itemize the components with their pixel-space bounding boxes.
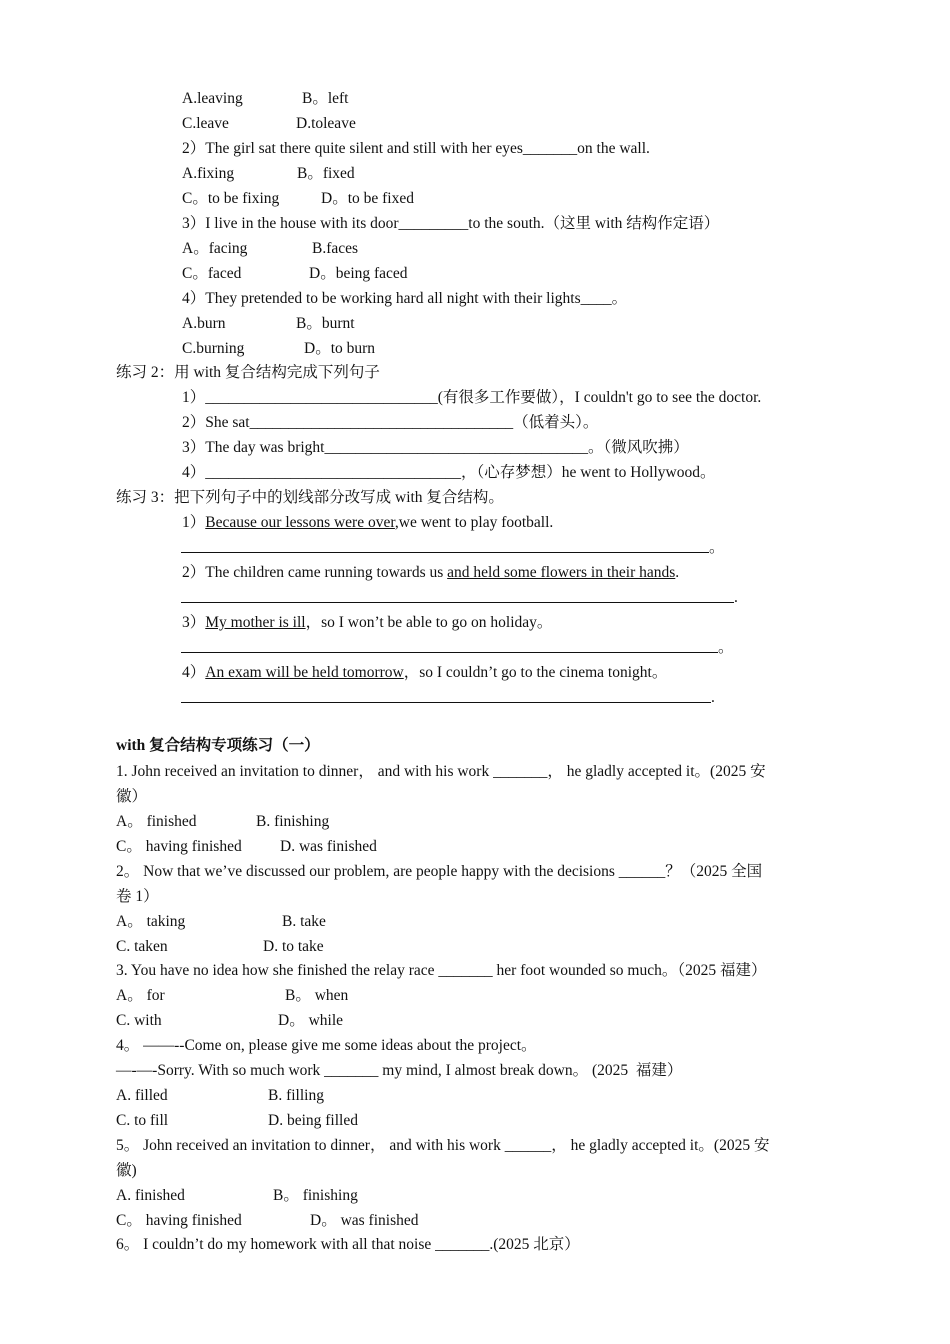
sp-q3-option-c: C. with xyxy=(116,1012,162,1029)
sp-q5-line1: 5。 John received an invitation to dinner， and with his work ______， he gladly accepted it。(2025 安 xyxy=(116,1137,770,1154)
ex1-q3-option-a: A。facing xyxy=(182,240,248,257)
ex3-answer-line-2[interactable] xyxy=(181,602,734,603)
ex3-title: 练习 3：把下列句子中的划线部分改写成 with 复合结构。 xyxy=(116,489,504,506)
ex3-sentence-1: 1）Because our lessons were over,we went to play football. xyxy=(182,514,554,531)
sp-q1-option-c: C。 having finished xyxy=(116,838,242,855)
sp-q3-option-b: B。 when xyxy=(285,987,349,1004)
sp-q2-option-b: B. take xyxy=(282,913,326,930)
sp-q1-option-d: D. was finished xyxy=(280,838,377,855)
ex1-q3-option-d: D。being faced xyxy=(309,265,408,282)
ex3-answer-2-end: . xyxy=(734,589,738,606)
ex3-answer-1-end: 。 xyxy=(709,539,725,556)
sp-q2-option-c: C. taken xyxy=(116,938,168,955)
ex2-sentence-1: 1）______________________________(有很多工作要做），I couldn't go to see the doctor. xyxy=(182,389,762,406)
ex2-sentence-3: 3）The day was bright__________________________________。（微风吹拂） xyxy=(182,439,689,456)
ex1-q4-option-a: A.burn xyxy=(182,315,226,332)
ex1-q4-option-d: D。to burn xyxy=(304,340,376,357)
sp-q5-option-b: B。 finishing xyxy=(273,1187,358,1204)
ex1-q1-option-c: C.leave xyxy=(182,115,229,132)
ex2-title: 练习 2：用 with 复合结构完成下列句子 xyxy=(116,364,380,381)
ex1-q1-option-a: A.leaving xyxy=(182,90,243,107)
sp-q1-option-b: B. finishing xyxy=(256,813,330,830)
ex3-s1-underlined: Because our lessons were over xyxy=(205,514,395,531)
ex1-q1-option-b: B。left xyxy=(302,90,349,107)
ex1-q2-option-b: B。fixed xyxy=(297,165,355,182)
ex3-sentence-4: 4）An exam will be held tomorrow，so I couldn’t go to the cinema tonight。 xyxy=(182,664,668,681)
sp-q2-option-d: D. to take xyxy=(263,938,324,955)
ex1-q3-text: 3）I live in the house with its door_________to the south.（这里 with 结构作定语） xyxy=(182,215,720,232)
sp-q2-option-a: A。 taking xyxy=(116,913,186,930)
sp-q4-line1: 4。 ——--Come on, please give me some ideas about the project。 xyxy=(116,1037,537,1054)
sp-q2-line1: 2。 Now that we’ve discussed our problem, are people happy with the decisions ______？（2025 全国 xyxy=(116,863,763,880)
sp-q1-line1: 1. John received an invitation to dinner， and with his work _______， he gladly accepted it。(2025 安 xyxy=(116,763,766,780)
ex3-answer-3-end: 。 xyxy=(718,639,734,656)
sp-q2-line2: 卷 1） xyxy=(116,888,159,905)
sp-q3-line1: 3. You have no idea how she finished the relay race _______ her foot wounded so much。（2025 福建） xyxy=(116,962,767,979)
sp-q5-option-d: D。 was finished xyxy=(310,1212,419,1229)
ex1-q3-option-b: B.faces xyxy=(312,240,359,257)
ex1-q3-option-c: C。faced xyxy=(182,265,242,282)
ex2-sentence-4: 4）_________________________________，（心存梦想）he went to Hollywood。 xyxy=(182,464,716,481)
sp-q4-option-b: B. filling xyxy=(268,1087,324,1104)
ex3-answer-line-4[interactable] xyxy=(181,702,711,703)
ex3-s2-underlined: and held some flowers in their hands xyxy=(447,564,676,581)
sp-q3-option-a: A。 for xyxy=(116,987,165,1004)
ex3-sentence-3: 3）My mother is ill，so I won’t be able to go on holiday。 xyxy=(182,614,553,631)
sp-q1-line2: 徽） xyxy=(116,788,148,805)
sp-q4-line2: —-—-Sorry. With so much work _______ my mind, I almost break down。 (2025 福建） xyxy=(116,1062,683,1079)
ex3-sentence-2: 2）The children came running towards us and held some flowers in their hands. xyxy=(182,564,680,581)
sp-q6-line1: 6。 I couldn’t do my homework with all that noise _______.(2025 北京） xyxy=(116,1236,580,1253)
ex1-q1-option-d: D.toleave xyxy=(296,115,356,132)
ex1-q4-option-c: C.burning xyxy=(182,340,245,357)
ex1-q2-option-c: C。to be fixing xyxy=(182,190,280,207)
ex1-q2-text: 2）The girl sat there quite silent and still with her eyes_______on the wall. xyxy=(182,140,650,157)
sp-q5-line2: 徽) xyxy=(116,1162,137,1179)
ex1-q4-option-b: B。burnt xyxy=(296,315,355,332)
special-section-title: with 复合结构专项练习（一） xyxy=(116,737,320,754)
sp-q4-option-a: A. filled xyxy=(116,1087,168,1104)
ex3-s4-underlined: An exam will be held tomorrow xyxy=(205,664,404,681)
sp-q5-option-c: C。 having finished xyxy=(116,1212,242,1229)
sp-q1-option-a: A。 finished xyxy=(116,813,197,830)
ex3-answer-line-1[interactable] xyxy=(181,552,709,553)
ex2-sentence-2: 2）She sat__________________________________（低着头）。 xyxy=(182,414,599,431)
ex3-answer-line-3[interactable] xyxy=(181,652,718,653)
sp-q3-option-d: D。 while xyxy=(278,1012,344,1029)
ex3-s3-underlined: My mother is ill xyxy=(205,614,306,631)
ex1-q4-text: 4）They pretended to be working hard all night with their lights____。 xyxy=(182,290,628,307)
sp-q5-option-a: A. finished xyxy=(116,1187,185,1204)
sp-q4-option-c: C. to fill xyxy=(116,1112,169,1129)
ex1-q2-option-d: D。to be fixed xyxy=(321,190,414,207)
ex1-q2-option-a: A.fixing xyxy=(182,165,235,182)
ex3-answer-4-end: . xyxy=(711,689,715,706)
sp-q4-option-d: D. being filled xyxy=(268,1112,358,1129)
